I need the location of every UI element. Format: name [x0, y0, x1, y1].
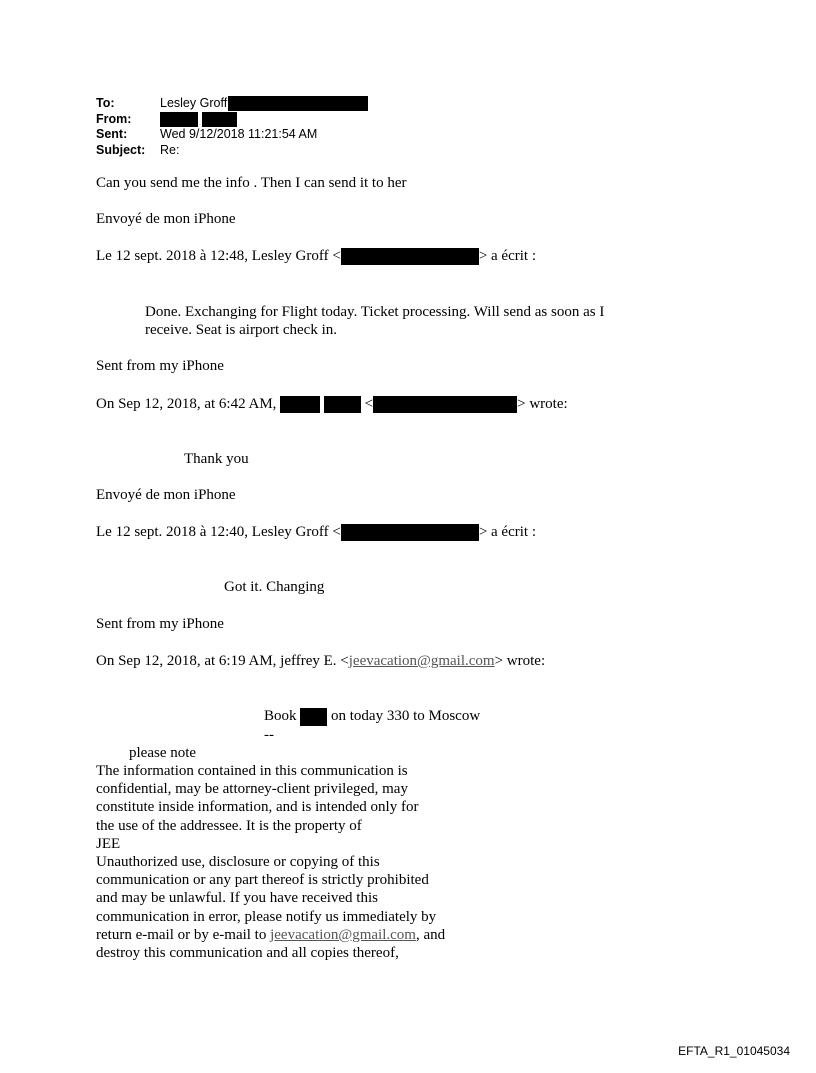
to-name: Lesley Groff: [160, 96, 228, 110]
email-link[interactable]: jeevacation@gmail.com: [270, 926, 416, 943]
sent-label: Sent:: [96, 127, 128, 141]
disclaimer-line: and may be unlawful. If you have received this: [96, 890, 378, 907]
quote-header-text: Le 12 sept. 2018 à 12:48, Lesley Groff <: [96, 248, 341, 264]
to-value: [160, 96, 368, 112]
signature-line: Envoyé de mon iPhone: [96, 211, 236, 227]
message-text: on today 330 to Moscow: [331, 708, 481, 724]
disclaimer-line: confidential, may be attorney-client privileged, may: [96, 781, 408, 798]
quote-header-text: > wrote:: [517, 396, 568, 412]
signature-line: Envoyé de mon iPhone: [96, 487, 236, 503]
quote-header-text: > wrote:: [494, 653, 546, 669]
signature-line: Sent from my iPhone: [96, 616, 224, 632]
disclaimer-text: , and: [415, 926, 446, 943]
from-label: From:: [96, 111, 132, 126]
disclaimer-line: The information contained in this communication is: [96, 763, 408, 779]
disclaimer-line: communication or any part thereof is strictly prohibited: [96, 872, 429, 889]
from-value: [160, 112, 237, 128]
document-id: EFTA_R1_01045034: [678, 1044, 790, 1058]
sent-value: Wed 9/12/2018 11:21:54 AM: [160, 127, 318, 141]
subject-value: Re:: [160, 142, 180, 157]
quote-header-text: On Sep 12, 2018, at 6:19 AM, jeffrey E. <: [96, 653, 349, 669]
quote-header-text: > a écrit :: [478, 248, 536, 264]
message-line: Done. Exchanging for Flight today. Ticket processing. Will send as soon as I: [145, 304, 605, 320]
message-line: Got it. Changing: [224, 579, 325, 595]
redaction-block: [324, 396, 361, 413]
quote-header-text: Le 12 sept. 2018 à 12:40, Lesley Groff <: [96, 524, 341, 540]
disclaimer-line: destroy this communication and all copies thereof,: [96, 945, 399, 962]
disclaimer-line: [96, 926, 445, 944]
message-text: Book: [264, 708, 297, 724]
quote-header: [96, 247, 536, 265]
redaction-block: [341, 524, 479, 541]
email-link[interactable]: jeevacation@gmail.com: [348, 653, 495, 669]
redaction-block: [160, 112, 198, 127]
disclaimer-line: JEE: [96, 835, 121, 852]
redaction-block: [341, 248, 479, 265]
redaction-block: [280, 396, 320, 413]
message-line: receive. Seat is airport check in.: [145, 322, 337, 338]
quote-header-text: <: [364, 396, 374, 412]
disclaimer-line: Unauthorized use, disclosure or copying of this: [96, 854, 380, 871]
quote-header: [96, 652, 545, 670]
redaction-block: [300, 708, 327, 726]
reply-line: Can you send me the info . Then I can send it to her: [96, 175, 407, 191]
signature-separator: --: [264, 727, 274, 743]
disclaimer-line: constitute inside information, and is intended only for: [96, 799, 419, 816]
redaction-block: [228, 96, 368, 111]
signature-line: Sent from my iPhone: [96, 358, 224, 374]
disclaimer-line: communication in error, please notify us immediately by: [96, 908, 437, 925]
please-note: please note: [129, 745, 197, 761]
disclaimer-line: the use of the addressee. It is the property of: [96, 817, 362, 834]
message-line: Thank you: [184, 451, 249, 467]
quote-header-text: On Sep 12, 2018, at 6:42 AM,: [96, 396, 277, 412]
disclaimer-text: return e-mail or by e-mail to: [96, 926, 271, 943]
to-label: To:: [96, 96, 115, 110]
subject-label: Subject:: [96, 142, 146, 157]
redaction-block: [202, 112, 237, 127]
redaction-block: [373, 396, 517, 413]
quote-header-text: > a écrit :: [478, 524, 536, 540]
quote-header: [96, 395, 568, 413]
message-line: [264, 707, 480, 726]
quote-header: [96, 523, 536, 541]
disclaimer: [96, 762, 445, 962]
